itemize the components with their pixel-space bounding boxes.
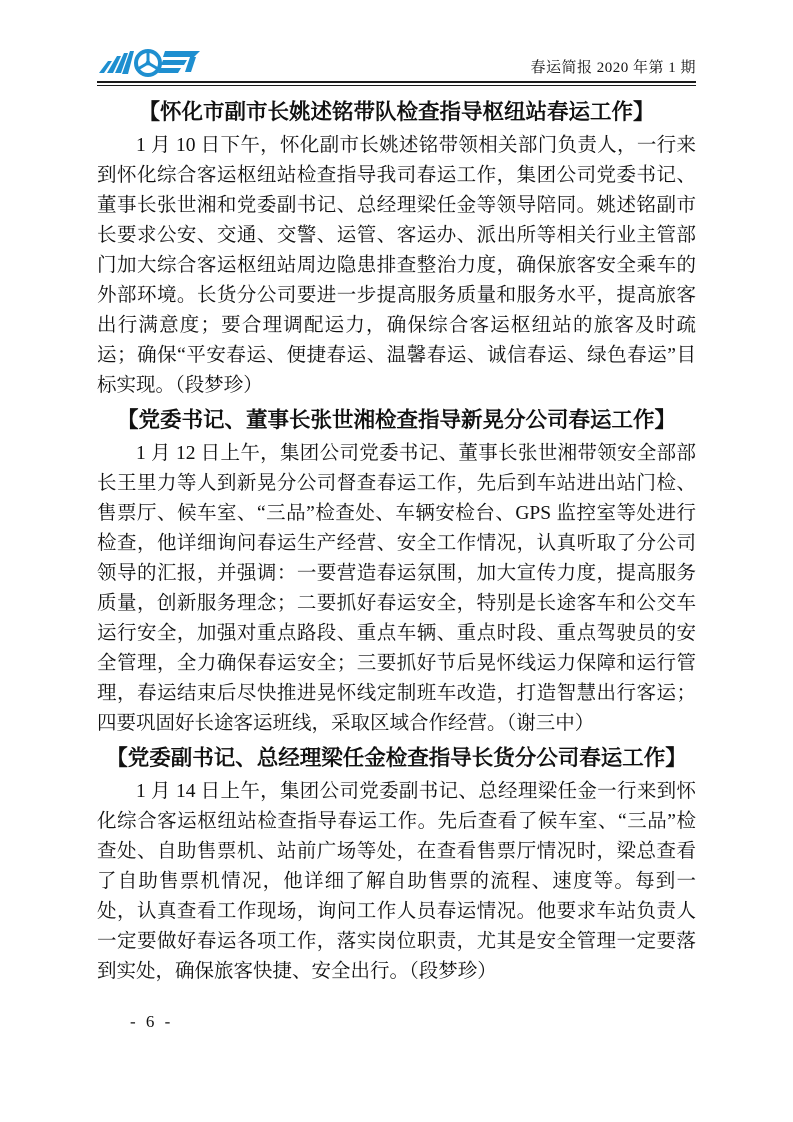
transport-group-wing-logo	[97, 46, 201, 80]
article-3-headline: 【党委副书记、总经理梁任金检查指导长货分公司春运工作】	[106, 746, 687, 770]
wing-steering-wheel-icon	[97, 46, 201, 80]
article-3-body: 1 月 14 日上午，集团公司党委副书记、总经理梁任金一行来到怀化综合客运枢纽站检查指导春运工作。先后查看了候车室、“三品”检查处、自助售票机、站前广场等处，在查看售票厅情况时，梁总查看了自助售票机情况，他详细了解自助售票的流程、速度等。每到一处，认真查看工作现场，询问工作人员春运情况。他要求车站负责人一定要做好春运各项工作，落实岗位职责，尤其是安全管理一定要落到实处，确保旅客快捷、安全出行。（段梦珍）	[97, 781, 696, 982]
page-number: - 6 -	[130, 1012, 174, 1031]
article-1-headline: 【怀化市副市长姚述铭带队检查指导枢纽站春运工作】	[138, 100, 655, 124]
article-2-headline: 【党委书记、董事长张世湘检查指导新晃分公司春运工作】	[116, 408, 676, 432]
article-1	[97, 97, 696, 401]
masthead-rule	[97, 81, 696, 86]
issue-label: 春运简报 2020 年第 1 期	[530, 60, 696, 76]
article-2	[97, 405, 696, 739]
article-3	[97, 743, 696, 987]
article-2-body: 1 月 12 日上午，集团公司党委书记、董事长张世湘带领安全部部长王里力等人到新晃分公司督查春运工作，先后到车站进出站门检、售票厅、候车室、“三品”检查处、车辆安检台、GPS 监控室等处进行检查，他详细询问春运生产经营、安全工作情况，认真听取了分公司领导的汇报，并强调：一要营造春运氛围，加大宣传力度，提高服务质量，创新服务理念；二要抓好春运安全，特别是长途客车和公交车运行安全，加强对重点路段、重点车辆、重点时段、重点驾驶员的安全管理，全力确保春运安全；三要抓好节后晃怀线运力保障和运行管理，春运结束后尽快推进晃怀线定制班车改造，打造智慧出行客运；四要巩固好长途客运班线，采取区域合作经营。（谢三中）	[97, 443, 696, 734]
article-1-body: 1 月 10 日下午，怀化副市长姚述铭带领相关部门负责人，一行来到怀化综合客运枢纽站检查指导我司春运工作，集团公司党委书记、董事长张世湘和党委副书记、总经理梁任金等领导陪同。姚述铭副市长要求公安、交通、交警、运管、客运办、派出所等相关行业主管部门加大综合客运枢纽站周边隐患排查整治力度，确保旅客安全乘车的外部环境。长货分公司要进一步提高服务质量和服务水平，提高旅客出行满意度；要合理调配运力，确保综合客运枢纽站的旅客及时疏运；确保“平安春运、便捷春运、温馨春运、诚信春运、绿色春运”目标实现。（段梦珍）	[97, 135, 696, 396]
masthead	[97, 44, 696, 80]
